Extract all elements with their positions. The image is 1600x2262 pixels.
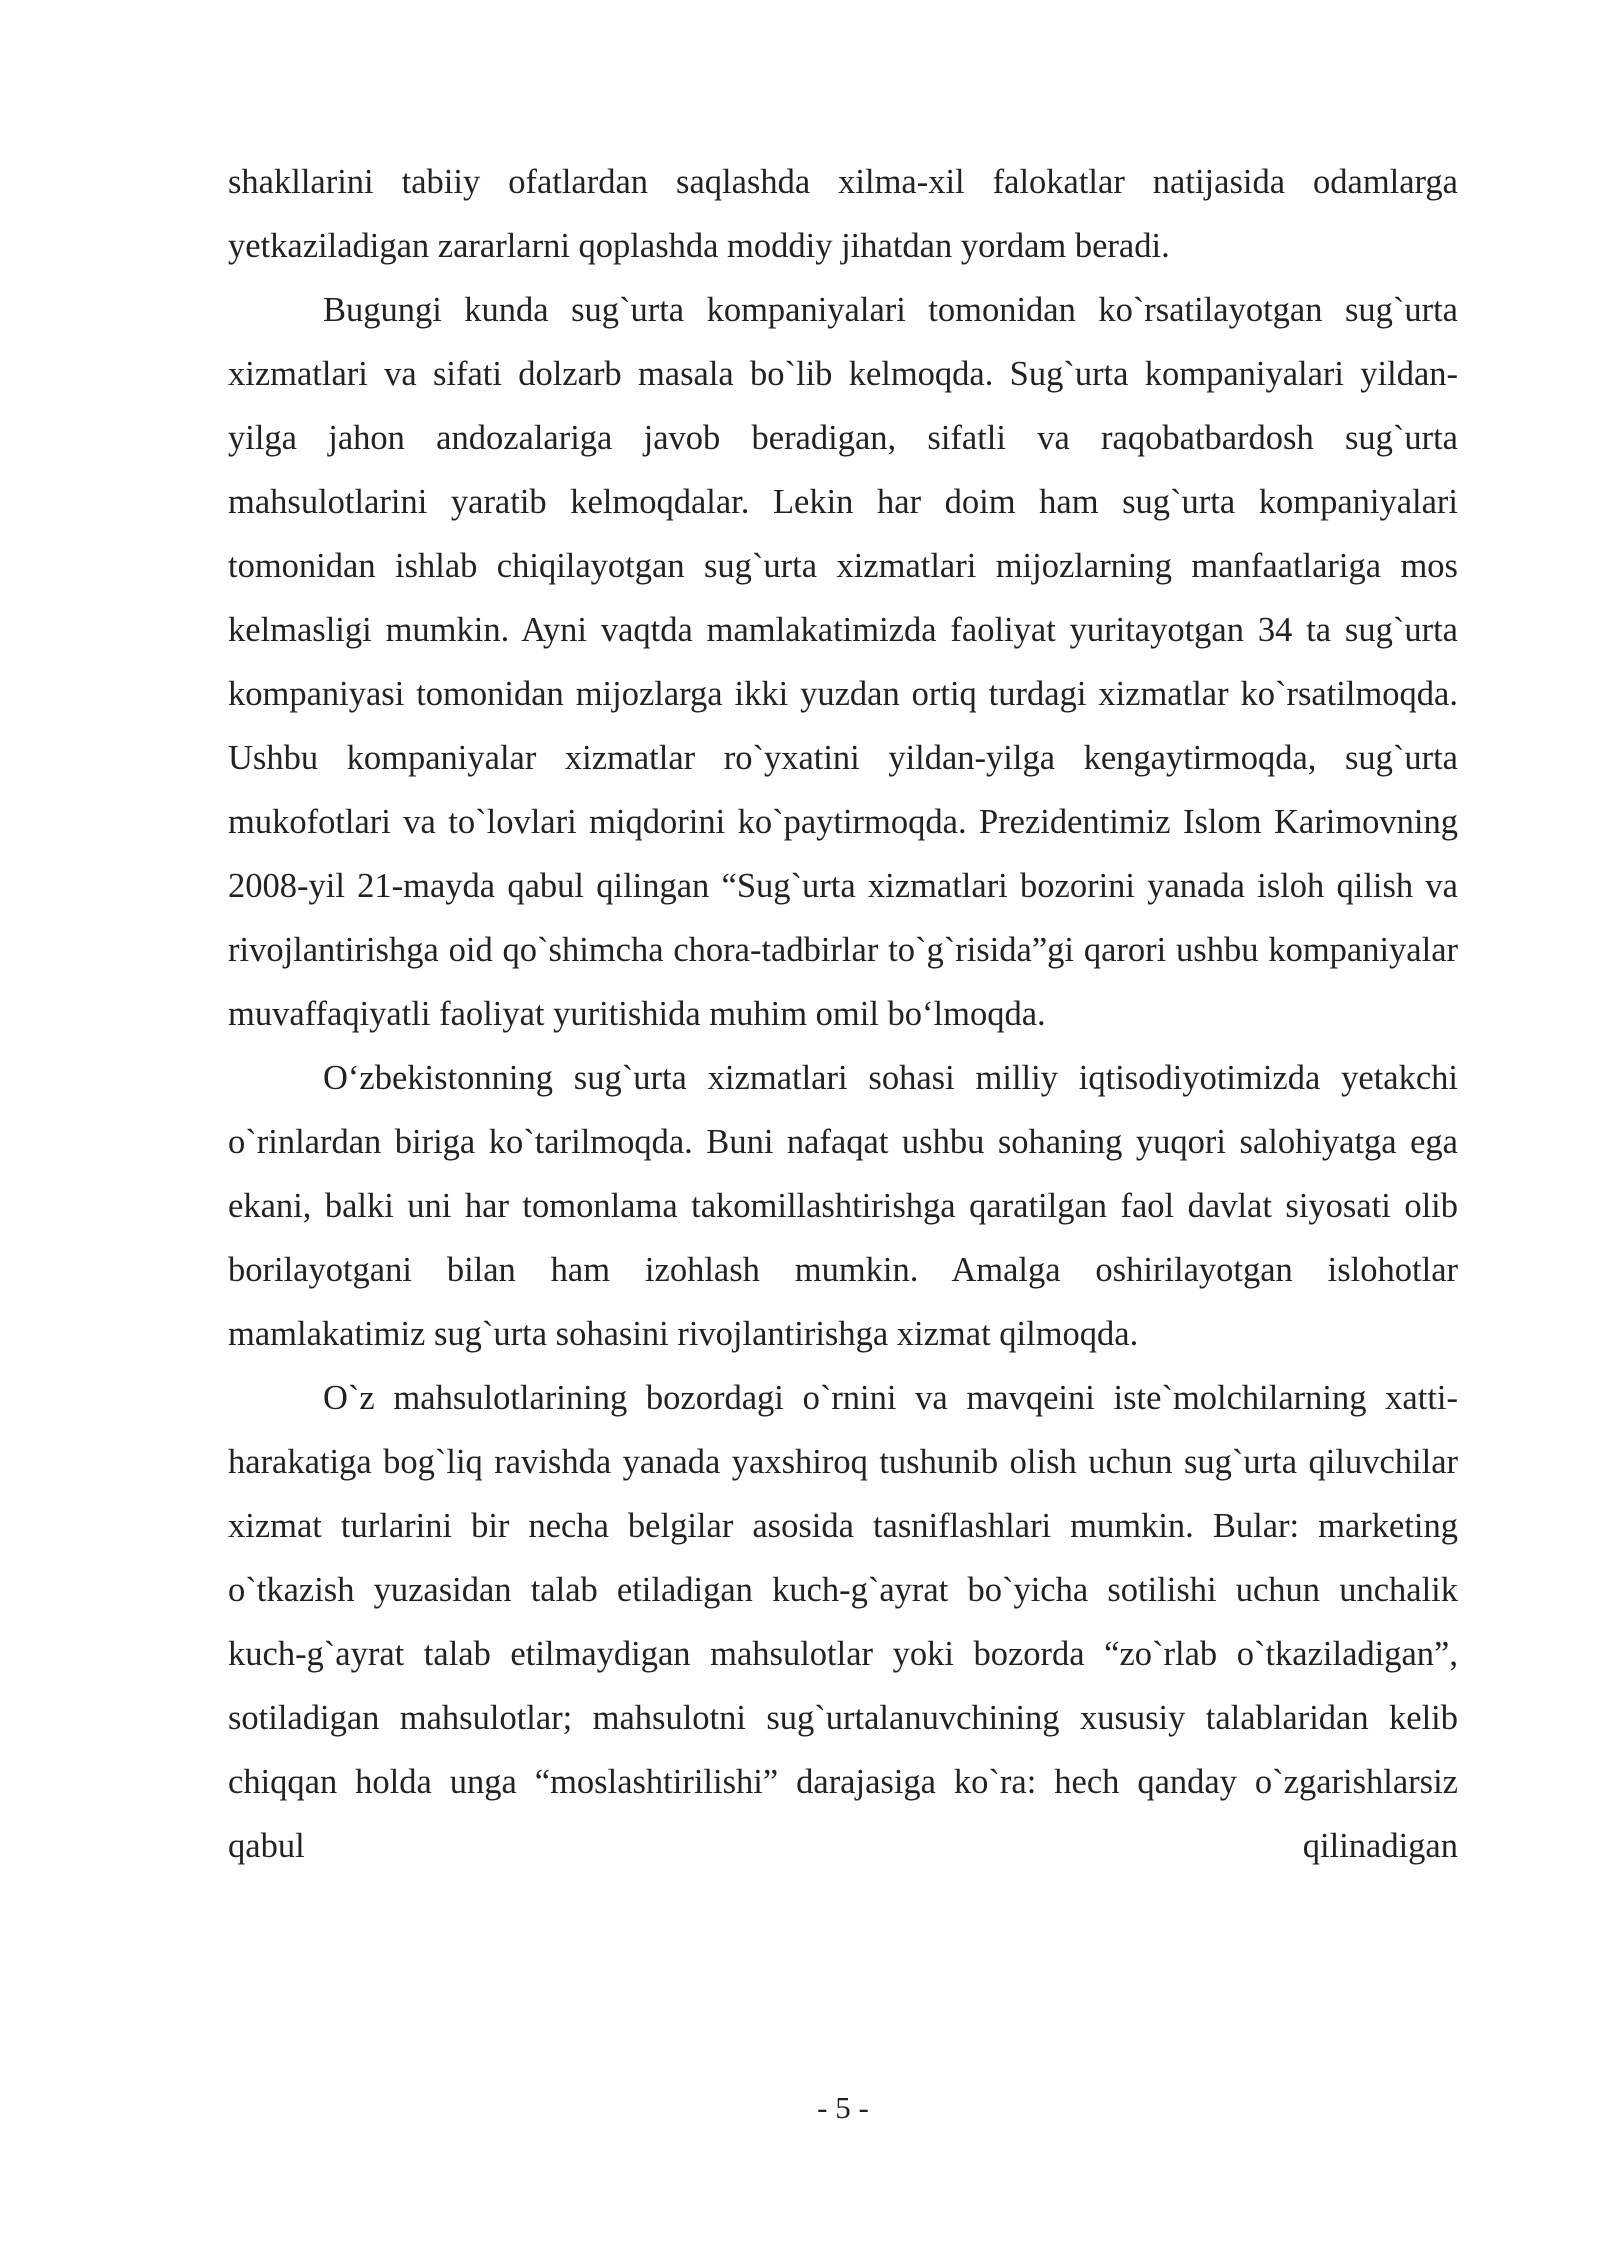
paragraph-continuation: shakllarini tabiiy ofatlardan saqlashda xilma-xil falokatlar natijasida odamlarga yetkaziladigan zararlarni qoplashda moddiy jihatdan yordam beradi.	[228, 163, 1458, 265]
page-number: - 5 -	[817, 2090, 869, 2125]
paragraph-insurance-services: Bugungi kunda sug`urta kompaniyalari tomonidan ko`rsatilayotgan sug`urta xizmatlari va sifati dolzarb masala bo`lib kelmoqda. Sug`urta kompaniyalari yildan-yilga jahon andozalariga javob beradigan, sifatli va raqobatbardosh sug`urta mahsulotlarini yaratib kelmoqdalar. Lekin har doim ham sug`urta kompaniyalari tomonidan ishlab chiqilayotgan sug`urta xizmatlari mijozlarning manfaatlariga mos kelmasligi mumkin. Ayni vaqtda mamlakatimizda faoliyat yuritayotgan 34 ta sug`urta kompaniyasi tomonidan mijozlarga ikki yuzdan ortiq turdagi xizmatlar ko`rsatilmoqda. Ushbu kompaniyalar xizmatlar ro`yxatini yildan-yilga kengaytirmoqda, sug`urta mukofotlari va to`lovlari miqdorini ko`paytirmoqda. Prezidentimiz Islom Karimovning 2008-yil 21-mayda qabul qilingan “Sug`urta xizmatlari bozorini yanada isloh qilish va rivojlantirishga oid qo`shimcha chora-tadbirlar to`g`risida”gi qarori ushbu kompaniyalar muvaffaqiyatli faoliyat yuritishida muhim omil bo‘lmoqda.	[228, 291, 1458, 1033]
paragraph-product-classification: O`z mahsulotlarining bozordagi o`rnini va mavqeini iste`molchilarning xatti-harakatiga bog`liq ravishda yanada yaxshiroq tushunib olish uchun sug`urta qiluvchilar xizmat turlarini bir necha belgilar asosida tasniflashlari mumkin. Bular: marketing o`tkazish yuzasidan talab etiladigan kuch-g`ayrat bo`yicha sotilishi uchun unchalik kuch-g`ayrat talab etilmaydigan mahsulotlar yoki bozorda “zo`rlab o`tkaziladigan”, sotiladigan mahsulotlar; mahsulotni sug`urtalanuvchining xususiy talablaridan kelib chiqqan holda unga “moslashtirilishi” darajasiga ko`ra: hech qanday o`zgarishlarsiz qabul qilinadigan	[228, 1379, 1458, 1865]
paragraph-uzbekistan-insurance: O‘zbekistonning sug`urta xizmatlari sohasi milliy iqtisodiyotimizda yetakchi o`rinlardan biriga ko`tarilmoqda. Buni nafaqat ushbu sohaning yuqori salohiyatga ega ekani, balki uni har tomonlama takomillashtirishga qaratilgan faol davlat siyosati olib borilayotgani bilan ham izohlash mumkin. Amalga oshirilayotgan islohotlar mamlakatimiz sug`urta sohasini rivojlantirishga xizmat qilmoqda.	[228, 1059, 1458, 1353]
document-body	[228, 150, 1458, 1878]
